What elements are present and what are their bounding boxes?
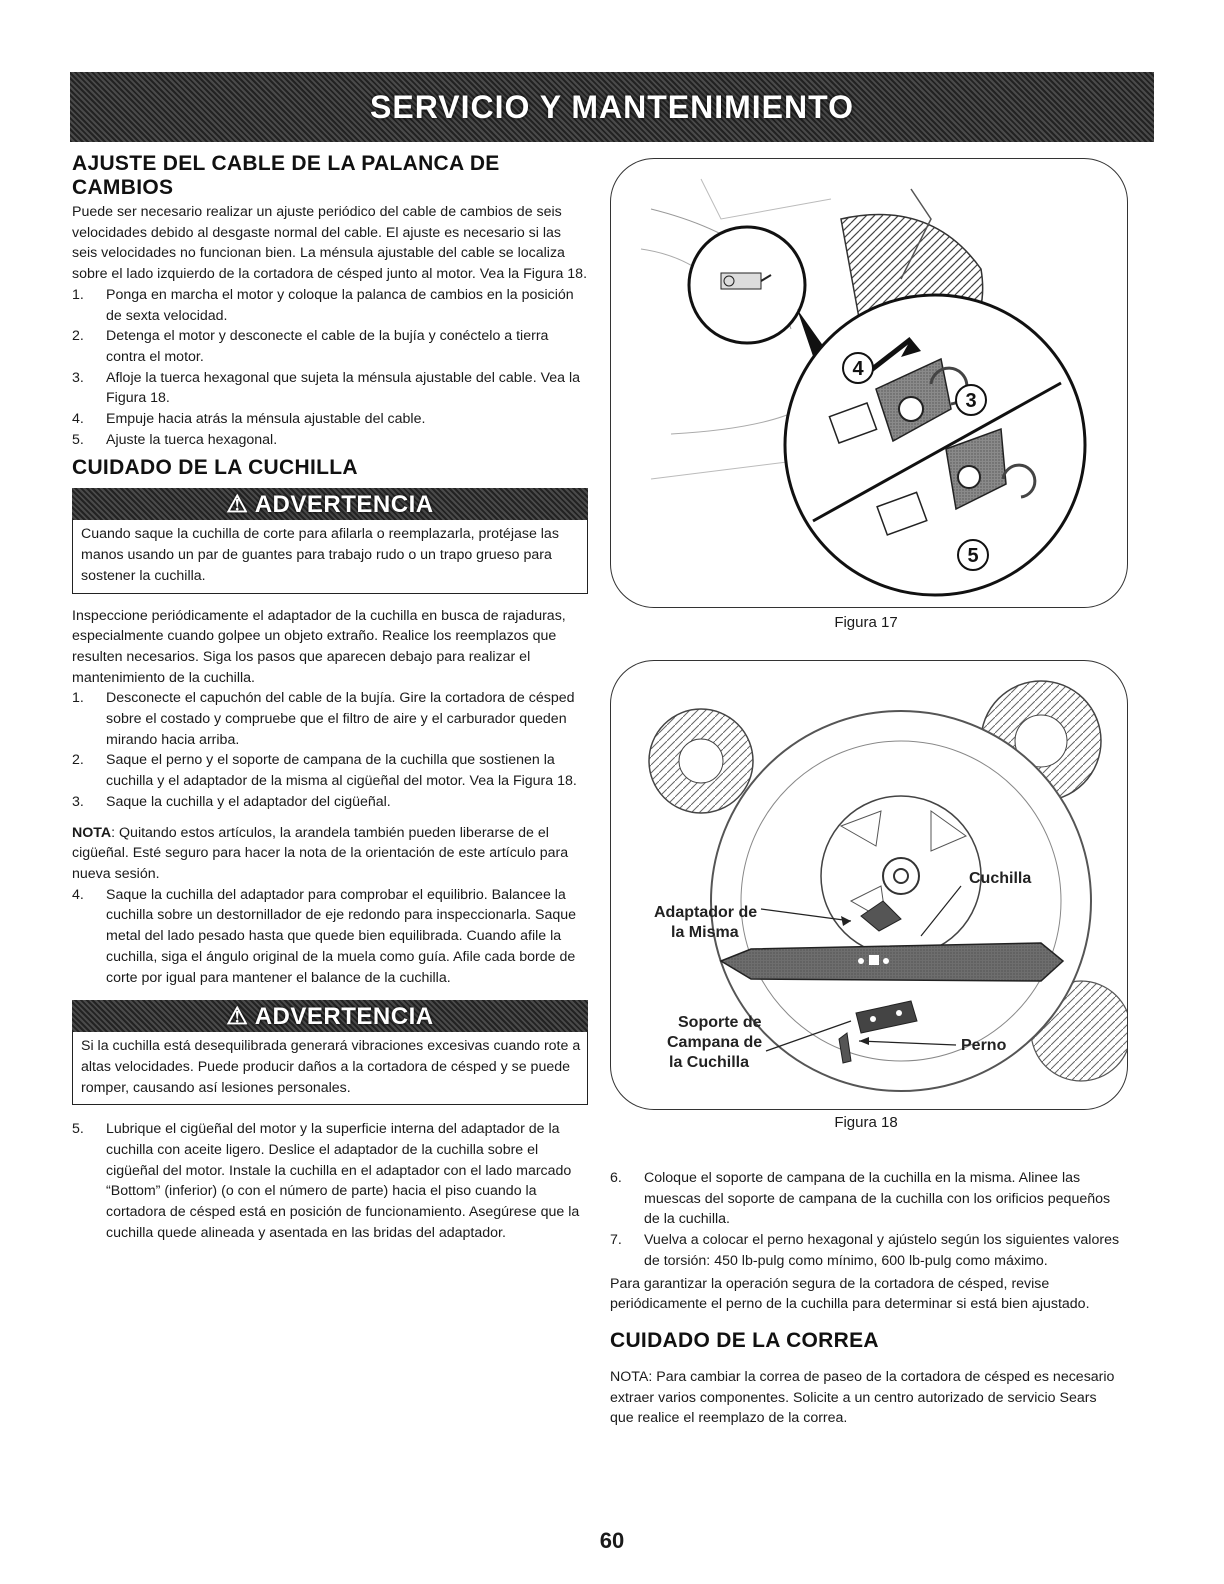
step-text: Saque la cuchilla y el adaptador del cigüeñal. [106,793,391,810]
label-bell-line3: la Cuchilla [669,1054,750,1071]
step-item [72,688,588,750]
figure-18-illustration [611,661,1127,1109]
blade-care-steps-d [610,1168,1120,1272]
section-title-blade-care: CUIDADO DE LA CUCHILLA [72,456,358,480]
nota-label: NOTA [72,824,112,841]
step-item [72,409,588,430]
shift-cable-intro: Puede ser necesario realizar un ajuste periódico del cable de cambios de seis velocidades debido al desgaste normal del cable. El ajuste es necesario si las seis velocidades no funcionan bien. La ménsula ajustable del cable se localiza sobre el lado izquierdo de la cortadora de césped junto al motor. Vea la Figura 18. [72,204,588,283]
step-text: Empuje hacia atrás la ménsula ajustable del cable. [106,411,426,428]
step-number: 3. [72,369,84,386]
step-text: Ajuste la tuerca hexagonal. [106,431,278,448]
blade-care-steps-b [72,885,588,989]
warning-text: Si la cuchilla está desequilibrada generará vibraciones excesivas cuando rote a altas velocidades. Puede producir daños a la cortadora de césped y se puede romper, causando así lesiones personales. [72,1032,588,1105]
step-number: 4. [72,411,84,428]
page-number: 60 [599,1528,625,1553]
step-item [72,792,588,813]
section-title-belt-care: CUIDADO DE LA CORREA [610,1328,879,1352]
step-text: Afloje la tuerca hexagonal que sujeta la ménsula ajustable del cable. Vea la Figura 18. [106,369,581,407]
figure-18 [610,660,1128,1110]
nota-text: : Quitando estos artículos, la arandela también pueden liberarse de el cigüeñal. Esté seguro para hacer la nota de la orientación de este artículo para nueva sesión. [72,824,569,882]
detail-circle [785,295,1085,595]
figure-17-illustration [611,159,1127,607]
step-number: 2. [72,328,84,345]
warning-label: ADVERTENCIA [254,490,434,518]
label-bell-line2: Campana de [667,1034,763,1051]
callout-5 [958,540,988,570]
step-text: Detenga el motor y desconecte el cable de la bujía y conéctelo a tierra contra el motor. [106,328,549,365]
step-item [72,1119,588,1243]
figure-18-caption: Figura 18 [834,1114,898,1131]
figure-17 [610,158,1128,608]
warning-header [72,488,588,520]
step-number: 1. [72,286,84,303]
warning-icon: ⚠ [226,1002,249,1030]
step-text: Vuelva a colocar el perno hexagonal y ajústelo según los siguientes valores de torsión: 450 lb-pulg como mínimo, 600 lb-pulg como máximo. [644,1232,1120,1269]
banner-title: SERVICIO Y MANTENIMIENTO [370,88,854,125]
shift-cable-steps [72,285,588,451]
label-adapter-line1: Adaptador de [654,904,758,921]
label-bell-line1: Soporte de [678,1014,762,1031]
left-column [72,152,588,1244]
step-item [72,368,588,409]
belt-care-text: NOTA: Para cambiar la correa de paseo de la cortadora de césped es necesario extraer varios componentes. Solicite a un centro autorizado de servicio Sears que realice el reemplazo de la correa. [610,1368,1115,1427]
step-item [72,750,588,791]
step-number: 5. [72,431,84,448]
label-bolt: Perno [961,1037,1007,1054]
step-item [610,1168,1120,1230]
step-number: 7. [610,1232,622,1249]
step-number: 1. [72,690,84,707]
step-number: 4. [72,886,84,903]
blade-care-steps-a [72,688,588,812]
figure-17-caption: Figura 17 [834,614,898,631]
warning-box-2 [72,1000,588,1105]
step-text: Coloque el soporte de campana de la cuchilla en la misma. Alinee las muescas del soporte de campana de la cuchilla con los orificios pequeños de la cuchilla. [644,1170,1111,1228]
warning-header [72,1000,588,1032]
step-item [610,1230,1120,1271]
step-text: Saque la cuchilla del adaptador para comprobar el equilibrio. Balancee la cuchilla sobre un destornillador de eje redondo para inspeccionarla. Saque metal del lado pesado hasta que quede bien equilibrada. Cuando afile la cuchilla, siga el ángulo original de la muela como guía. Afile cada borde de corte por igual para mantener el balance de la cuchilla. [106,886,577,986]
step-text: Lubrique el cigüeñal del motor y la superficie interna del adaptador de la cuchilla con aceite ligero. Deslice el adaptador de la cuchilla sobre el cigüeñal del motor. Instale la cuchilla en el adaptador con el lado marcado “Bottom” (inferior) (o con el número de parte) hacia el piso cuando la cortadora de césped está en posición de funcionamiento. Asegúrese que la cuchilla quede alineada y asentada en las bridas del adaptador. [106,1121,580,1241]
blade-shape [721,943,1063,981]
section-title-shift-cable: AJUSTE DEL CABLE DE LA PALANCA DE CAMBIOS [72,152,500,199]
step-number: 3. [72,793,84,810]
step-text: Ponga en marcha el motor y coloque la palanca de cambios en la posición de sexta velocidad. [106,286,574,324]
warning-label: ADVERTENCIA [254,1002,434,1030]
step-item [72,885,588,989]
nota-paragraph [72,823,588,885]
warning-icon: ⚠ [226,490,249,518]
step-number: 2. [72,752,84,769]
step-number: 6. [610,1170,622,1186]
svg-text:4: 4 [852,358,864,380]
step-item [72,430,588,451]
svg-text:5: 5 [967,545,979,567]
svg-text:3: 3 [965,390,977,412]
label-blade: Cuchilla [969,870,1032,887]
step-item [72,326,588,367]
blade-care-steps-c [72,1119,588,1243]
blade-care-intro: Inspeccione periódicamente el adaptador de la cuchilla en busca de rajaduras, especialmente cuando golpee un objeto extraño. Realice los reemplazos que resulten necesarios. Siga los pasos que aparecen debajo para realizar el mantenimiento de la cuchilla. [72,607,566,686]
right-column [610,1168,1120,1429]
callout-4 [843,353,873,383]
step-text: Saque el perno y el soporte de campana de la cuchilla que sostienen la cuchilla y el adaptador de la misma al cigüeñal del motor. Vea la Figura 18. [106,752,577,790]
step-text: Desconecte el capuchón del cable de la bujía. Gire la cortadora de césped sobre el costado y compruebe que el filtro de aire y el carburador queden mirando hacia arriba. [106,690,575,748]
warning-text: Cuando saque la cuchilla de corte para afilarla o reemplazarla, protéjase las manos usando un par de guantes para trabajo rudo o un trapo grueso para sostener la cuchilla. [72,520,588,593]
label-adapter-line2: la Misma [671,924,739,941]
blade-closing: Para garantizar la operación segura de la cortadora de césped, revise periódicamente el perno de la cuchilla para determinar si está bien ajustado. [610,1275,1090,1313]
page-banner [70,72,1154,142]
step-number: 5. [72,1121,84,1138]
callout-3 [956,385,986,415]
warning-box-1 [72,488,588,593]
step-item [72,285,588,326]
